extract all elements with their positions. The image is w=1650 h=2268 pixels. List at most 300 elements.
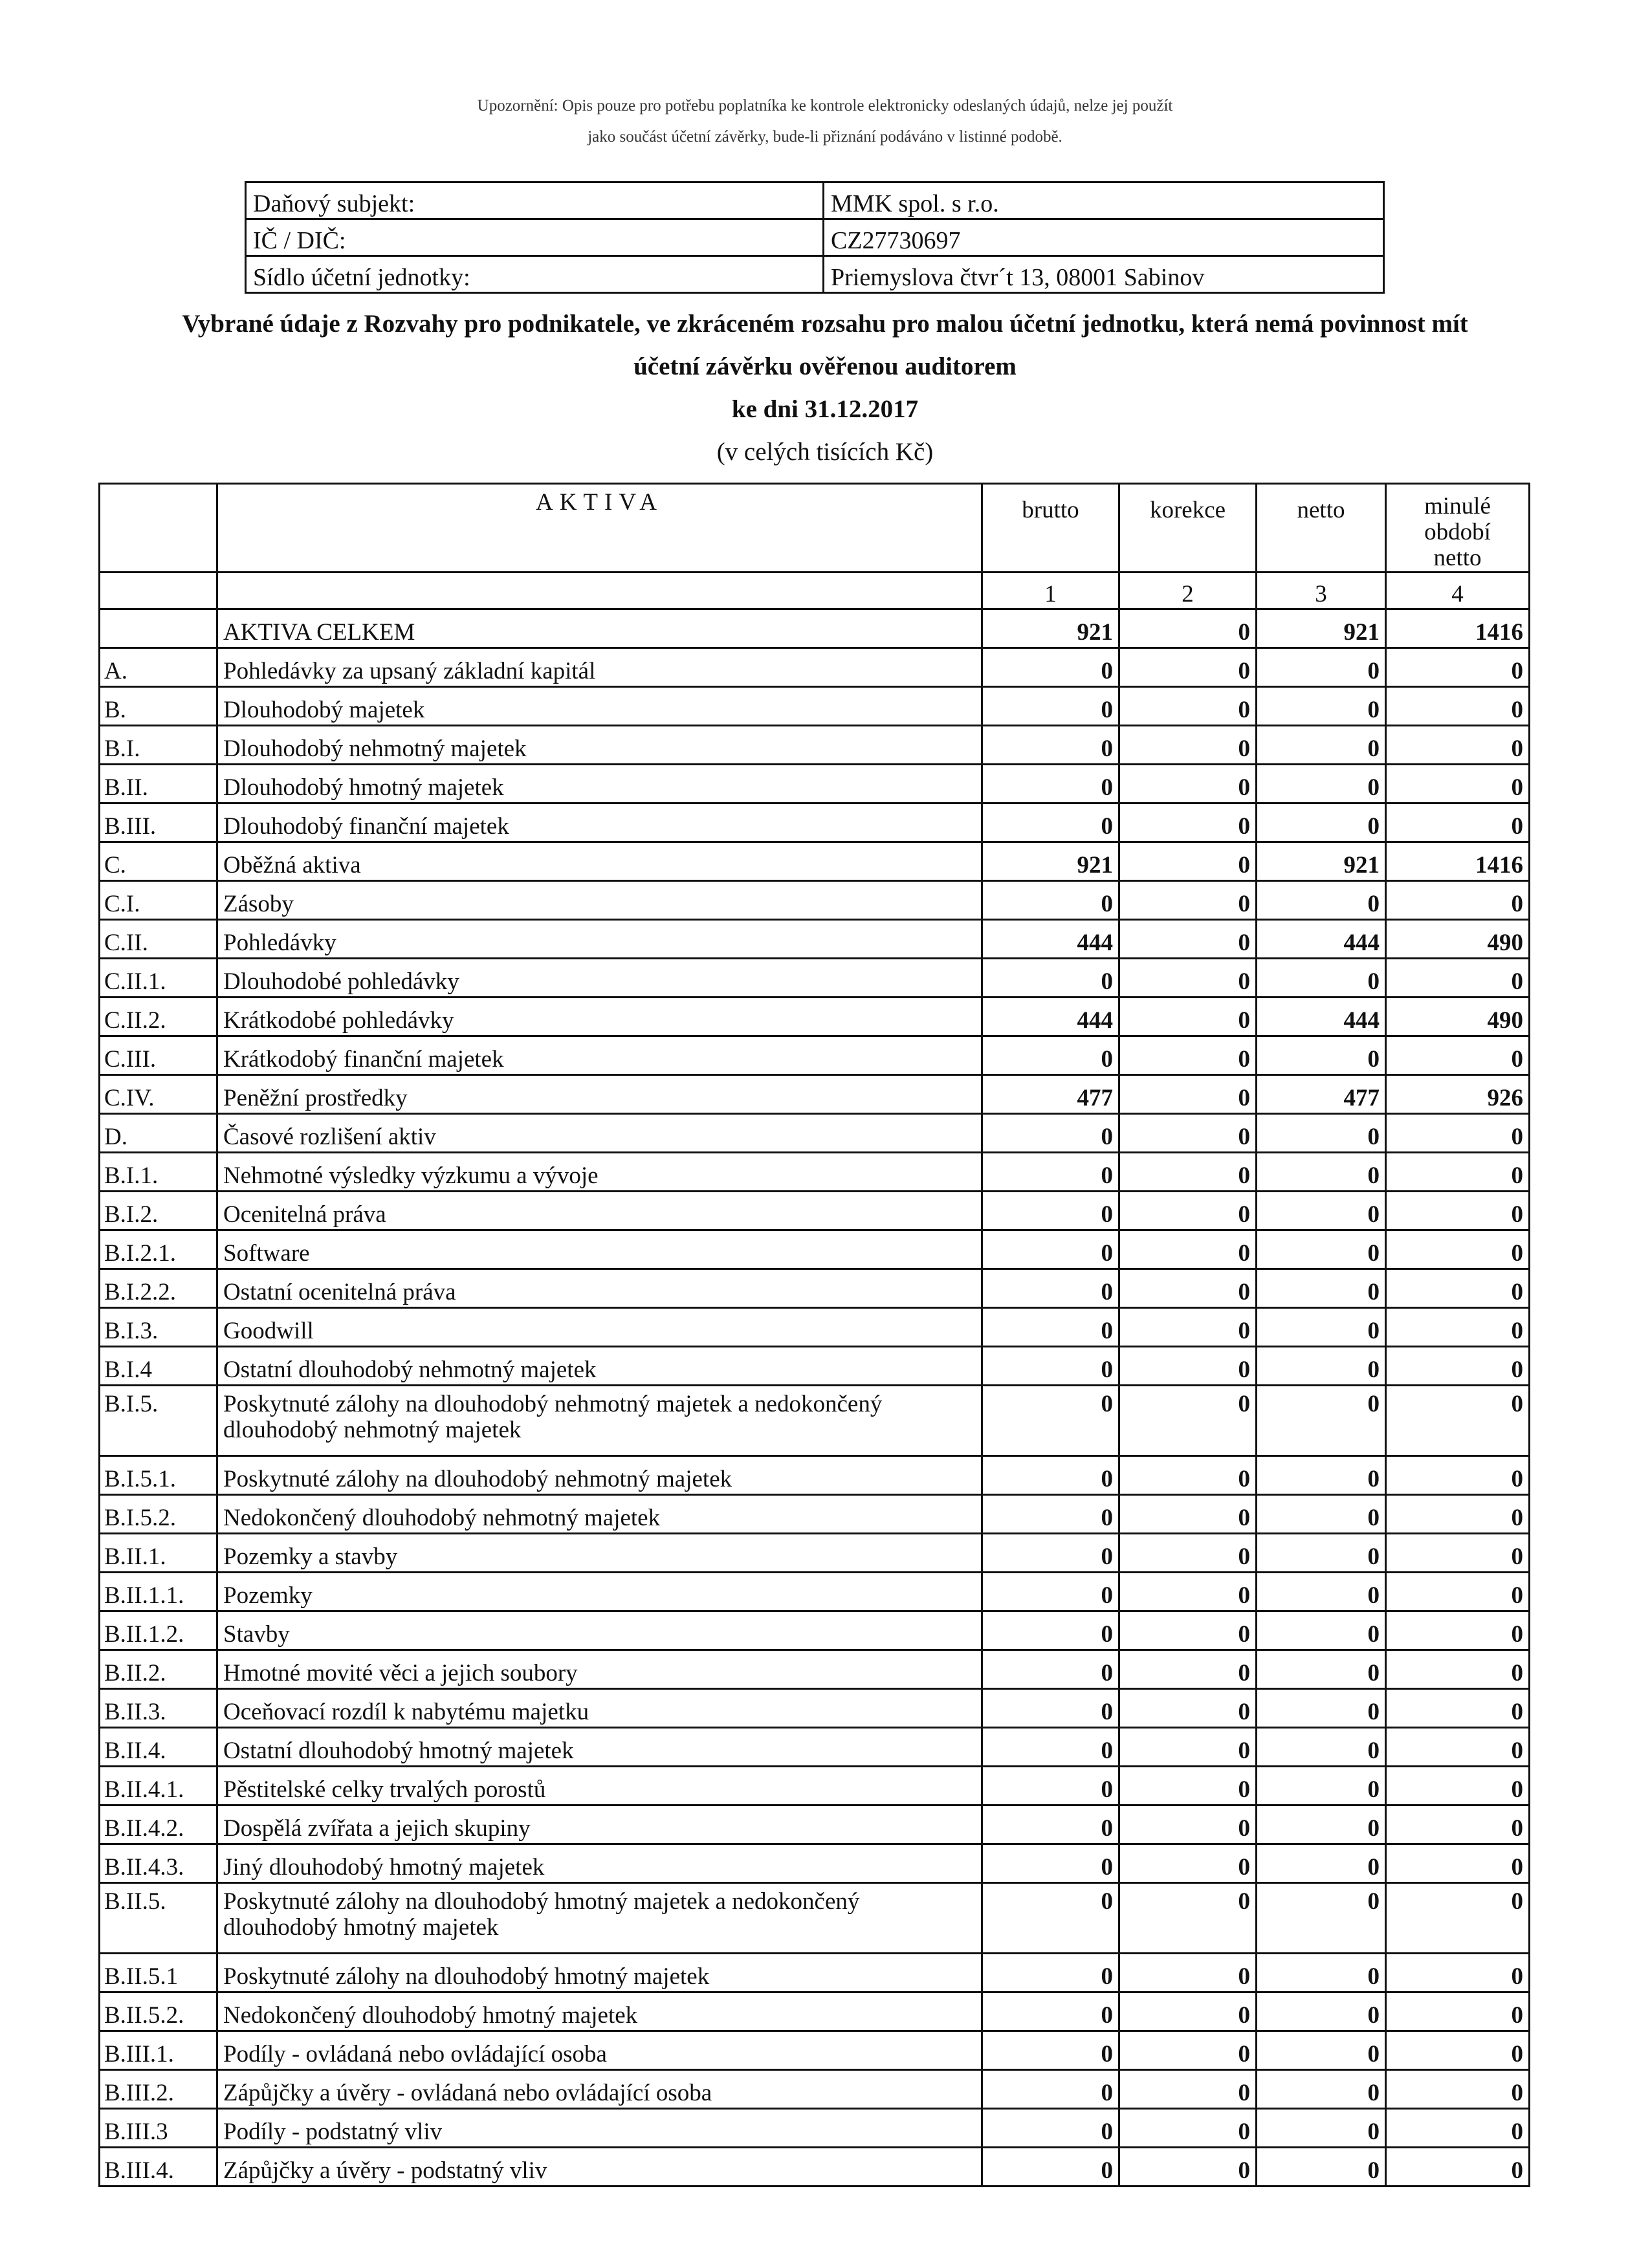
subject-label: Daňový subjekt: <box>246 182 824 219</box>
row-previous-netto: 0 <box>1386 648 1530 687</box>
row-code: C.II.2. <box>100 998 217 1036</box>
row-brutto: 0 <box>982 1954 1119 1992</box>
table-row <box>100 1230 1530 1269</box>
title-units: (v celých tisících Kč) <box>716 438 934 466</box>
row-description: Zásoby <box>217 881 982 920</box>
row-code: B.III. <box>100 803 217 842</box>
row-brutto: 0 <box>982 1650 1119 1689</box>
row-code: B.II.4.1. <box>100 1767 217 1805</box>
row-brutto: 921 <box>982 842 1119 881</box>
row-netto: 0 <box>1257 1689 1386 1728</box>
table-row <box>100 687 1530 726</box>
row-code: B.III.2. <box>100 2070 217 2109</box>
row-code <box>100 609 217 648</box>
row-netto: 0 <box>1257 1192 1386 1230</box>
row-previous-netto: 0 <box>1386 1386 1530 1456</box>
row-description: Poskytnuté zálohy na dlouhodobý nehmotný majetek a nedokončený dlouhodobý nehmotný majetek <box>217 1386 982 1456</box>
row-korekce: 0 <box>1119 687 1257 726</box>
row-code: A. <box>100 648 217 687</box>
row-korekce: 0 <box>1119 2070 1257 2109</box>
row-netto: 0 <box>1257 1534 1386 1573</box>
row-code: B.II.3. <box>100 1689 217 1728</box>
row-netto: 0 <box>1257 959 1386 998</box>
row-brutto: 0 <box>982 1192 1119 1230</box>
row-description: Oceňovací rozdíl k nabytému majetku <box>217 1689 982 1728</box>
header-brutto: brutto <box>982 484 1119 572</box>
row-code: B.III.1. <box>100 2031 217 2070</box>
row-previous-netto: 0 <box>1386 1192 1530 1230</box>
column-number-2: 2 <box>1119 572 1257 609</box>
row-previous-netto: 0 <box>1386 1534 1530 1573</box>
title-date: ke dni 31.12.2017 <box>731 395 919 423</box>
row-netto: 0 <box>1257 1114 1386 1153</box>
row-korekce: 0 <box>1119 920 1257 959</box>
subject-value: CZ27730697 <box>824 219 1384 256</box>
row-netto: 921 <box>1257 842 1386 881</box>
row-code: B.II. <box>100 765 217 803</box>
row-description: Krátkodobý finanční majetek <box>217 1036 982 1075</box>
row-code: B.I.5.1. <box>100 1456 217 1495</box>
row-previous-netto: 0 <box>1386 881 1530 920</box>
row-brutto: 0 <box>982 1153 1119 1192</box>
header-code-cell <box>100 484 217 572</box>
row-netto: 444 <box>1257 920 1386 959</box>
row-code: B.I.5.2. <box>100 1495 217 1534</box>
row-previous-netto: 0 <box>1386 1308 1530 1347</box>
row-korekce: 0 <box>1119 1767 1257 1805</box>
row-korekce: 0 <box>1119 609 1257 648</box>
row-brutto: 0 <box>982 1269 1119 1308</box>
row-korekce: 0 <box>1119 998 1257 1036</box>
row-netto: 0 <box>1257 1805 1386 1844</box>
row-description: Nedokončený dlouhodobý nehmotný majetek <box>217 1495 982 1534</box>
row-description: Nedokončený dlouhodobý hmotný majetek <box>217 1992 982 2031</box>
row-brutto: 444 <box>982 920 1119 959</box>
row-description: Pozemky a stavby <box>217 1534 982 1573</box>
row-description: Peněžní prostředky <box>217 1075 982 1114</box>
row-description: Nehmotné výsledky výzkumu a vývoje <box>217 1153 982 1192</box>
row-korekce: 0 <box>1119 1954 1257 1992</box>
row-korekce: 0 <box>1119 726 1257 765</box>
row-brutto: 0 <box>982 1308 1119 1347</box>
column-number-4: 4 <box>1386 572 1530 609</box>
table-row <box>100 2109 1530 2148</box>
row-netto: 0 <box>1257 1153 1386 1192</box>
row-previous-netto: 0 <box>1386 2031 1530 2070</box>
row-previous-netto: 1416 <box>1386 842 1530 881</box>
table-row <box>100 1689 1530 1728</box>
row-korekce: 0 <box>1119 1495 1257 1534</box>
row-brutto: 0 <box>982 1347 1119 1386</box>
row-previous-netto: 0 <box>1386 726 1530 765</box>
row-code: B.I.2.2. <box>100 1269 217 1308</box>
row-description: Goodwill <box>217 1308 982 1347</box>
row-brutto: 0 <box>982 1386 1119 1456</box>
row-brutto: 0 <box>982 959 1119 998</box>
notice-line-1: Upozornění: Opis pouze pro potřebu poplatníka ke kontrole elektronicky odeslaných údajů, nelze jej použít <box>477 97 1173 114</box>
row-previous-netto: 490 <box>1386 998 1530 1036</box>
row-previous-netto: 490 <box>1386 920 1530 959</box>
table-row <box>100 1650 1530 1689</box>
row-previous-netto: 0 <box>1386 1689 1530 1728</box>
subject-row <box>246 256 1384 293</box>
row-korekce: 0 <box>1119 842 1257 881</box>
table-row <box>100 842 1530 881</box>
row-description: Stavby <box>217 1611 982 1650</box>
row-korekce: 0 <box>1119 1153 1257 1192</box>
row-netto: 0 <box>1257 1728 1386 1767</box>
row-description: Dlouhodobý hmotný majetek <box>217 765 982 803</box>
row-previous-netto: 0 <box>1386 1036 1530 1075</box>
row-previous-netto: 0 <box>1386 1153 1530 1192</box>
row-description: Software <box>217 1230 982 1269</box>
row-netto: 0 <box>1257 1036 1386 1075</box>
table-row <box>100 1495 1530 1534</box>
row-netto: 0 <box>1257 648 1386 687</box>
row-previous-netto: 0 <box>1386 687 1530 726</box>
row-description: AKTIVA CELKEM <box>217 609 982 648</box>
row-netto: 0 <box>1257 765 1386 803</box>
row-description: Zápůjčky a úvěry - ovládaná nebo ovládající osoba <box>217 2070 982 2109</box>
row-netto: 444 <box>1257 998 1386 1036</box>
subject-row <box>246 219 1384 256</box>
header-korekce: korekce <box>1119 484 1257 572</box>
row-korekce: 0 <box>1119 1992 1257 2031</box>
row-korekce: 0 <box>1119 1883 1257 1954</box>
row-description: Krátkodobé pohledávky <box>217 998 982 1036</box>
row-description: Ostatní ocenitelná práva <box>217 1269 982 1308</box>
row-brutto: 0 <box>982 1992 1119 2031</box>
row-code: B.II.4.2. <box>100 1805 217 1844</box>
row-code: B.III.4. <box>100 2148 217 2186</box>
row-netto: 0 <box>1257 803 1386 842</box>
row-code: C.III. <box>100 1036 217 1075</box>
row-netto: 0 <box>1257 1954 1386 1992</box>
table-row <box>100 1805 1530 1844</box>
row-korekce: 0 <box>1119 1728 1257 1767</box>
row-previous-netto: 0 <box>1386 1992 1530 2031</box>
row-korekce: 0 <box>1119 1075 1257 1114</box>
row-code: B.II.4.3. <box>100 1844 217 1883</box>
row-brutto: 0 <box>982 1844 1119 1883</box>
row-brutto: 0 <box>982 1728 1119 1767</box>
row-korekce: 0 <box>1119 1386 1257 1456</box>
row-description: Dlouhodobý finanční majetek <box>217 803 982 842</box>
table-row <box>100 959 1530 998</box>
row-netto: 477 <box>1257 1075 1386 1114</box>
row-code: C.II. <box>100 920 217 959</box>
row-previous-netto: 0 <box>1386 1883 1530 1954</box>
row-brutto: 0 <box>982 1495 1119 1534</box>
row-code: C.I. <box>100 881 217 920</box>
table-row <box>100 998 1530 1036</box>
row-netto: 0 <box>1257 1767 1386 1805</box>
row-previous-netto: 0 <box>1386 959 1530 998</box>
row-description: Ostatní dlouhodobý hmotný majetek <box>217 1728 982 1767</box>
row-description: Pěstitelské celky trvalých porostů <box>217 1767 982 1805</box>
row-description: Podíly - ovládaná nebo ovládající osoba <box>217 2031 982 2070</box>
row-korekce: 0 <box>1119 881 1257 920</box>
notice-line-2: jako součást účetní závěrky, bude-li přiznání podáváno v listinné podobě. <box>588 128 1062 146</box>
row-korekce: 0 <box>1119 1230 1257 1269</box>
table-row <box>100 1883 1530 1954</box>
table-row <box>100 803 1530 842</box>
row-brutto: 0 <box>982 2148 1119 2186</box>
row-netto: 0 <box>1257 1269 1386 1308</box>
table-row <box>100 1269 1530 1308</box>
table-row <box>100 1153 1530 1192</box>
row-korekce: 0 <box>1119 1269 1257 1308</box>
row-brutto: 0 <box>982 1230 1119 1269</box>
row-korekce: 0 <box>1119 1650 1257 1689</box>
row-code: B.II.5.2. <box>100 1992 217 2031</box>
table-row <box>100 2148 1530 2186</box>
row-netto: 0 <box>1257 1844 1386 1883</box>
row-netto: 0 <box>1257 1495 1386 1534</box>
row-brutto: 0 <box>982 1573 1119 1611</box>
row-previous-netto: 0 <box>1386 1347 1530 1386</box>
table-row <box>100 1386 1530 1456</box>
row-korekce: 0 <box>1119 648 1257 687</box>
row-korekce: 0 <box>1119 1534 1257 1573</box>
table-row <box>100 1192 1530 1230</box>
row-previous-netto: 0 <box>1386 1728 1530 1767</box>
table-row <box>100 726 1530 765</box>
row-brutto: 0 <box>982 881 1119 920</box>
row-korekce: 0 <box>1119 1114 1257 1153</box>
row-code: B.III.3 <box>100 2109 217 2148</box>
row-netto: 0 <box>1257 1230 1386 1269</box>
row-description: Dlouhodobý nehmotný majetek <box>217 726 982 765</box>
row-brutto: 0 <box>982 1805 1119 1844</box>
row-code: D. <box>100 1114 217 1153</box>
table-row <box>100 881 1530 920</box>
row-description: Ostatní dlouhodobý nehmotný majetek <box>217 1347 982 1386</box>
row-description: Zápůjčky a úvěry - podstatný vliv <box>217 2148 982 2186</box>
row-korekce: 0 <box>1119 1573 1257 1611</box>
row-previous-netto: 0 <box>1386 803 1530 842</box>
row-description: Pozemky <box>217 1573 982 1611</box>
row-korekce: 0 <box>1119 1805 1257 1844</box>
column-number-row <box>100 572 1530 609</box>
row-brutto: 0 <box>982 765 1119 803</box>
row-netto: 0 <box>1257 1386 1386 1456</box>
row-code: B.II.1. <box>100 1534 217 1573</box>
subject-value: Priemyslova čtvr´t 13, 08001 Sabinov <box>824 256 1384 293</box>
title-line-1: Vybrané údaje z Rozvahy pro podnikatele, ve zkráceném rozsahu pro malou účetní jednotku, která nemá povinnost mít <box>182 310 1468 338</box>
header-aktiva: AKTIVA <box>217 484 982 572</box>
notice <box>0 91 1650 153</box>
table-row <box>100 1456 1530 1495</box>
title-line-2: účetní závěrku ověřenou auditorem <box>633 353 1017 380</box>
row-brutto: 0 <box>982 726 1119 765</box>
row-previous-netto: 0 <box>1386 2070 1530 2109</box>
header-netto: netto <box>1257 484 1386 572</box>
row-previous-netto: 0 <box>1386 1114 1530 1153</box>
row-netto: 0 <box>1257 1573 1386 1611</box>
row-previous-netto: 0 <box>1386 1573 1530 1611</box>
column-number-1: 1 <box>982 572 1119 609</box>
row-code: B.I.2.1. <box>100 1230 217 1269</box>
row-netto: 0 <box>1257 1992 1386 2031</box>
row-brutto: 0 <box>982 1611 1119 1650</box>
row-previous-netto: 0 <box>1386 1495 1530 1534</box>
row-korekce: 0 <box>1119 2109 1257 2148</box>
row-netto: 0 <box>1257 2109 1386 2148</box>
table-row <box>100 1347 1530 1386</box>
row-netto: 0 <box>1257 881 1386 920</box>
table-row <box>100 1036 1530 1075</box>
row-netto: 0 <box>1257 1650 1386 1689</box>
row-previous-netto: 0 <box>1386 1456 1530 1495</box>
column-number-empty <box>100 572 217 609</box>
row-description: Dlouhodobý majetek <box>217 687 982 726</box>
header-row <box>100 484 1530 572</box>
row-description: Pohledávky za upsaný základní kapitál <box>217 648 982 687</box>
row-brutto: 0 <box>982 1114 1119 1153</box>
row-korekce: 0 <box>1119 959 1257 998</box>
row-brutto: 444 <box>982 998 1119 1036</box>
header-previous-netto: minulé období netto <box>1386 484 1530 572</box>
row-code: B.I.5. <box>100 1386 217 1456</box>
row-brutto: 0 <box>982 1456 1119 1495</box>
row-netto: 0 <box>1257 1347 1386 1386</box>
row-code: B.II.5. <box>100 1883 217 1954</box>
subject-row <box>246 182 1384 219</box>
row-korekce: 0 <box>1119 1192 1257 1230</box>
subject-info-table <box>245 181 1385 294</box>
table-row <box>100 1075 1530 1114</box>
row-description: Podíly - podstatný vliv <box>217 2109 982 2148</box>
row-previous-netto: 0 <box>1386 1650 1530 1689</box>
row-code: B.I.1. <box>100 1153 217 1192</box>
subject-label: IČ / DIČ: <box>246 219 824 256</box>
row-description: Poskytnuté zálohy na dlouhodobý hmotný majetek <box>217 1954 982 1992</box>
row-previous-netto: 0 <box>1386 1269 1530 1308</box>
row-netto: 0 <box>1257 2031 1386 2070</box>
row-code: C.IV. <box>100 1075 217 1114</box>
table-row <box>100 920 1530 959</box>
row-netto: 0 <box>1257 1611 1386 1650</box>
row-previous-netto: 926 <box>1386 1075 1530 1114</box>
row-description: Hmotné movité věci a jejich soubory <box>217 1650 982 1689</box>
table-row <box>100 1573 1530 1611</box>
row-netto: 0 <box>1257 687 1386 726</box>
row-previous-netto: 0 <box>1386 1844 1530 1883</box>
row-code: B.II.1.2. <box>100 1611 217 1650</box>
row-korekce: 0 <box>1119 1308 1257 1347</box>
row-brutto: 0 <box>982 1767 1119 1805</box>
row-code: C. <box>100 842 217 881</box>
row-brutto: 477 <box>982 1075 1119 1114</box>
row-brutto: 0 <box>982 687 1119 726</box>
row-korekce: 0 <box>1119 1036 1257 1075</box>
row-brutto: 0 <box>982 1883 1119 1954</box>
row-netto: 0 <box>1257 1883 1386 1954</box>
row-brutto: 0 <box>982 1036 1119 1075</box>
row-code: B.II.2. <box>100 1650 217 1689</box>
table-row <box>100 609 1530 648</box>
row-previous-netto: 0 <box>1386 1767 1530 1805</box>
row-description: Oběžná aktiva <box>217 842 982 881</box>
table-row <box>100 648 1530 687</box>
table-row <box>100 1534 1530 1573</box>
table-row <box>100 2031 1530 2070</box>
row-korekce: 0 <box>1119 1456 1257 1495</box>
row-description: Poskytnuté zálohy na dlouhodobý nehmotný majetek <box>217 1456 982 1495</box>
row-code: B.II.4. <box>100 1728 217 1767</box>
row-code: B.II.1.1. <box>100 1573 217 1611</box>
row-previous-netto: 0 <box>1386 1805 1530 1844</box>
table-row <box>100 1992 1530 2031</box>
row-netto: 0 <box>1257 1308 1386 1347</box>
row-korekce: 0 <box>1119 1611 1257 1650</box>
row-description: Jiný dlouhodobý hmotný majetek <box>217 1844 982 1883</box>
row-description: Dlouhodobé pohledávky <box>217 959 982 998</box>
row-description: Časové rozlišení aktiv <box>217 1114 982 1153</box>
row-netto: 921 <box>1257 609 1386 648</box>
row-brutto: 0 <box>982 803 1119 842</box>
column-number-3: 3 <box>1257 572 1386 609</box>
row-code: B. <box>100 687 217 726</box>
row-previous-netto: 0 <box>1386 765 1530 803</box>
row-description: Poskytnuté zálohy na dlouhodobý hmotný majetek a nedokončený dlouhodobý hmotný majetek <box>217 1883 982 1954</box>
row-brutto: 0 <box>982 648 1119 687</box>
row-brutto: 0 <box>982 1534 1119 1573</box>
row-previous-netto: 1416 <box>1386 609 1530 648</box>
row-brutto: 0 <box>982 2109 1119 2148</box>
row-code: B.I.2. <box>100 1192 217 1230</box>
row-brutto: 0 <box>982 2070 1119 2109</box>
row-korekce: 0 <box>1119 1689 1257 1728</box>
table-row <box>100 2070 1530 2109</box>
row-description: Ocenitelná práva <box>217 1192 982 1230</box>
table-row <box>100 1114 1530 1153</box>
row-previous-netto: 0 <box>1386 2109 1530 2148</box>
row-netto: 0 <box>1257 1456 1386 1495</box>
row-korekce: 0 <box>1119 765 1257 803</box>
row-korekce: 0 <box>1119 803 1257 842</box>
row-code: B.II.5.1 <box>100 1954 217 1992</box>
table-row <box>100 1954 1530 1992</box>
row-previous-netto: 0 <box>1386 2148 1530 2186</box>
row-code: B.I. <box>100 726 217 765</box>
row-previous-netto: 0 <box>1386 1230 1530 1269</box>
row-previous-netto: 0 <box>1386 1611 1530 1650</box>
row-korekce: 0 <box>1119 1347 1257 1386</box>
column-number-empty <box>217 572 982 609</box>
row-code: B.I.3. <box>100 1308 217 1347</box>
row-korekce: 0 <box>1119 2148 1257 2186</box>
row-previous-netto: 0 <box>1386 1954 1530 1992</box>
table-row <box>100 1611 1530 1650</box>
subject-label: Sídlo účetní jednotky: <box>246 256 824 293</box>
row-netto: 0 <box>1257 2070 1386 2109</box>
assets-table <box>98 483 1530 2187</box>
row-code: B.I.4 <box>100 1347 217 1386</box>
row-description: Pohledávky <box>217 920 982 959</box>
document-heading <box>0 303 1650 474</box>
subject-value: MMK spol. s r.o. <box>824 182 1384 219</box>
row-korekce: 0 <box>1119 2031 1257 2070</box>
row-brutto: 0 <box>982 2031 1119 2070</box>
table-row <box>100 1767 1530 1805</box>
row-brutto: 921 <box>982 609 1119 648</box>
table-row <box>100 1728 1530 1767</box>
table-row <box>100 765 1530 803</box>
row-netto: 0 <box>1257 726 1386 765</box>
row-brutto: 0 <box>982 1689 1119 1728</box>
